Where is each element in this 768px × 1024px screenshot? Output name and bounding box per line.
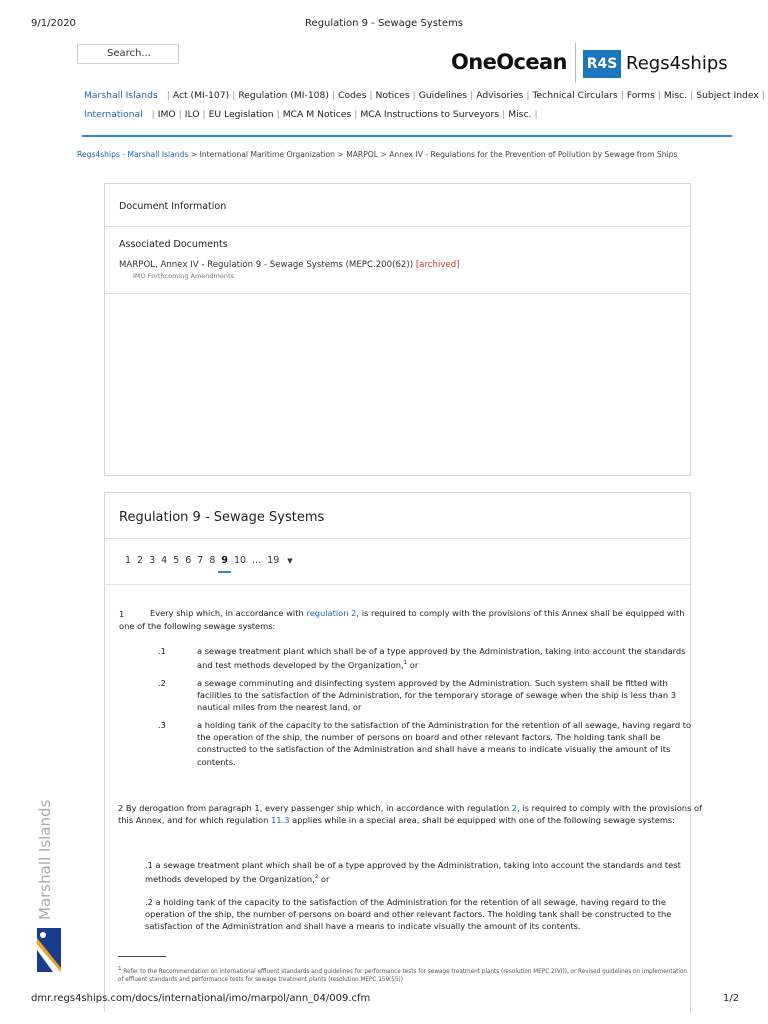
nav-item-notices[interactable]: Notices bbox=[375, 90, 410, 101]
nav-item-subject-index[interactable]: Subject Index bbox=[696, 90, 759, 101]
nav-divider bbox=[82, 135, 732, 137]
nav-row-international: International | IMO | ILO | EU Legislation | MCA M Notices | MCA Instructions to Surveyors | Misc. | bbox=[84, 109, 538, 120]
nav-item-mca-instructions[interactable]: MCA Instructions to Surveyors bbox=[360, 109, 500, 120]
item-1-1-number: .1 bbox=[158, 646, 166, 656]
associated-document-subtitle: IMO Forthcoming Amendments bbox=[133, 272, 234, 280]
para-1-line-2: one of the following sewage systems: bbox=[119, 621, 276, 631]
nav-item-regulation[interactable]: Regulation (MI-108) bbox=[238, 90, 329, 101]
breadcrumb-path: > International Maritime Organization > MARPOL > Annex IV - Regulations for the Prevention of Pollution by Sewage from Ships bbox=[188, 150, 678, 159]
page-link-8[interactable]: 8 bbox=[209, 555, 216, 566]
search-input[interactable]: Search... bbox=[77, 44, 179, 64]
nav-item-ilo[interactable]: ILO bbox=[184, 109, 200, 120]
page-link-3[interactable]: 3 bbox=[149, 555, 156, 566]
marshall-islands-flag-icon bbox=[37, 928, 61, 972]
nav-item-technical-circulars[interactable]: Technical Circulars bbox=[532, 90, 618, 101]
nav-item-codes[interactable]: Codes bbox=[338, 90, 367, 101]
side-label-text: Marshall Islands bbox=[36, 799, 54, 920]
page-link-10[interactable]: 10 bbox=[234, 555, 247, 566]
print-url: dmr.regs4ships.com/docs/international/imo/marpol/ann_04/009.cfm bbox=[31, 993, 371, 1004]
page-link-5[interactable]: 5 bbox=[173, 555, 180, 566]
print-title: Regulation 9 - Sewage Systems bbox=[305, 18, 463, 29]
associated-document-link[interactable]: MARPOL, Annex IV - Regulation 9 - Sewage Systems (MEPC.200(62)) [archived] bbox=[119, 260, 460, 270]
logo-divider bbox=[575, 43, 576, 83]
page-link-7[interactable]: 7 bbox=[197, 555, 204, 566]
regulation-pager bbox=[105, 539, 690, 585]
print-date: 9/1/2020 bbox=[31, 18, 76, 29]
page-link-6[interactable]: 6 bbox=[185, 555, 192, 566]
nav-row-marshall: Marshall Islands | Act (MI-107) | Regulation (MI-108) | Codes | Notices | Guidelines | Advisories | Technical Circulars | Forms | Misc. | Subject Index | bbox=[84, 90, 765, 101]
page-link-19[interactable]: 19 bbox=[267, 555, 280, 566]
breadcrumb-home-link[interactable]: Regs4ships - Marshall Islands bbox=[77, 150, 189, 159]
breadcrumb bbox=[77, 150, 677, 159]
para-2: 2 By derogation from paragraph 1, every passenger ship which, in accordance with regulation 2, is required to comply with the provisions of this Annex, and for which regulation 11.3 applies while in a special area, shall be equipped with one of the following sewage systems: bbox=[118, 803, 702, 826]
side-label bbox=[36, 790, 60, 920]
nav-region-international[interactable]: International bbox=[84, 109, 143, 120]
item-1-2-number: .2 bbox=[158, 678, 166, 688]
nav-item-imo[interactable]: IMO bbox=[157, 109, 176, 120]
regulation-title: Regulation 9 - Sewage Systems bbox=[105, 493, 690, 539]
associated-documents bbox=[105, 227, 690, 294]
nav-item-eu-legislation[interactable]: EU Legislation bbox=[208, 109, 274, 120]
page-link-9-current[interactable]: 9 bbox=[221, 555, 228, 584]
nav-item-mca-m-notices[interactable]: MCA M Notices bbox=[282, 109, 352, 120]
nav-item-misc[interactable]: Misc. bbox=[663, 90, 688, 101]
regulation-2-link[interactable]: regulation 2 bbox=[306, 608, 357, 618]
document-information-heading: Document Information bbox=[105, 184, 690, 227]
r4s-badge: R4S bbox=[583, 50, 621, 78]
page-link-4[interactable]: 4 bbox=[161, 555, 168, 566]
item-2-1-text: .1 a sewage treatment plant which shall be of a type approved by the Administration, taking into account the standards and test methods developed by the Organization,$^2$ or bbox=[145, 860, 681, 884]
item-1-1-text: a sewage treatment plant which shall be of a type approved by the Administration, taking into account the standards and test methods developed by the Organization,$^1$ or bbox=[197, 646, 686, 670]
item-1-2-text: a sewage comminuting and disinfecting system approved by the Administration. Such system shall be fitted with facilities to the satisfaction of the Administration, for the temporary storage of sewage when the ship is less than 3 nautical miles from the nearest land, or bbox=[197, 678, 677, 713]
nav-item-guidelines[interactable]: Guidelines bbox=[418, 90, 468, 101]
document-information-card bbox=[104, 183, 691, 476]
regulation-11-3-link[interactable]: 11.3 bbox=[271, 815, 290, 826]
item-1-3-text: a holding tank of the capacity to the satisfaction of the Administration for the retention of all sewage, having regard to the operation of the ship, the number of persons on board and other relevant factors. The holding tank shall be constructed to the satisfaction of the Administration and shall have a means to indicate visually the amount of its contents. bbox=[197, 720, 692, 767]
item-2-2-text: .2 a holding tank of the capacity to the satisfaction of the Administration for the retention of all sewage, having regard to the operation of the ship, the number of persons on board and other relevant factors. The holding tank shall be constructed to the satisfaction of the Administration and shall have a means to indicate visually the amount of its contents. bbox=[145, 897, 672, 932]
footnote-ref-2[interactable]: 2 bbox=[314, 874, 319, 881]
footnote-ref-1[interactable]: 1 bbox=[403, 660, 408, 667]
page-link-2[interactable]: 2 bbox=[137, 555, 144, 566]
item-1-3-number: .3 bbox=[158, 720, 166, 730]
print-page-number: 1/2 bbox=[723, 993, 740, 1004]
regulation-2-link-b[interactable]: 2 bbox=[511, 803, 518, 813]
oneocean-logo: OneOcean bbox=[451, 50, 567, 74]
chevron-down-icon[interactable]: ▼ bbox=[287, 557, 293, 565]
nav-region-marshall[interactable]: Marshall Islands bbox=[84, 90, 158, 101]
print-header bbox=[0, 0, 768, 30]
associated-documents-title: Associated Documents bbox=[119, 239, 228, 250]
page-ellipsis: ... bbox=[252, 555, 262, 566]
nav-item-advisories[interactable]: Advisories bbox=[476, 90, 524, 101]
nav-item-intl-misc[interactable]: Misc. bbox=[508, 109, 532, 120]
para-1-line-1: Every ship which, in accordance with regulation 2, is required to comply with the provisions of this Annex shall be equipped with bbox=[150, 608, 685, 618]
footnote-1: 1 Refer to the Recommendation on international effluent standards and guidelines for performance tests for sewage treatment plants (resolution MEPC.2(VI)), or Revised guidelines on implementation of effluent standards and performance tests for sewage treatment plants (resolution MEPC.159(55)) bbox=[118, 966, 687, 983]
page-link-1[interactable]: 1 bbox=[125, 555, 132, 566]
archived-badge[interactable]: [archived] bbox=[415, 260, 460, 270]
nav-item-act[interactable]: Act (MI-107) bbox=[172, 90, 230, 101]
footnote-divider bbox=[118, 956, 166, 957]
regs4ships-logo: Regs4ships bbox=[626, 53, 728, 74]
para-1-number: 1 bbox=[119, 609, 125, 619]
nav-item-forms[interactable]: Forms bbox=[626, 90, 655, 101]
